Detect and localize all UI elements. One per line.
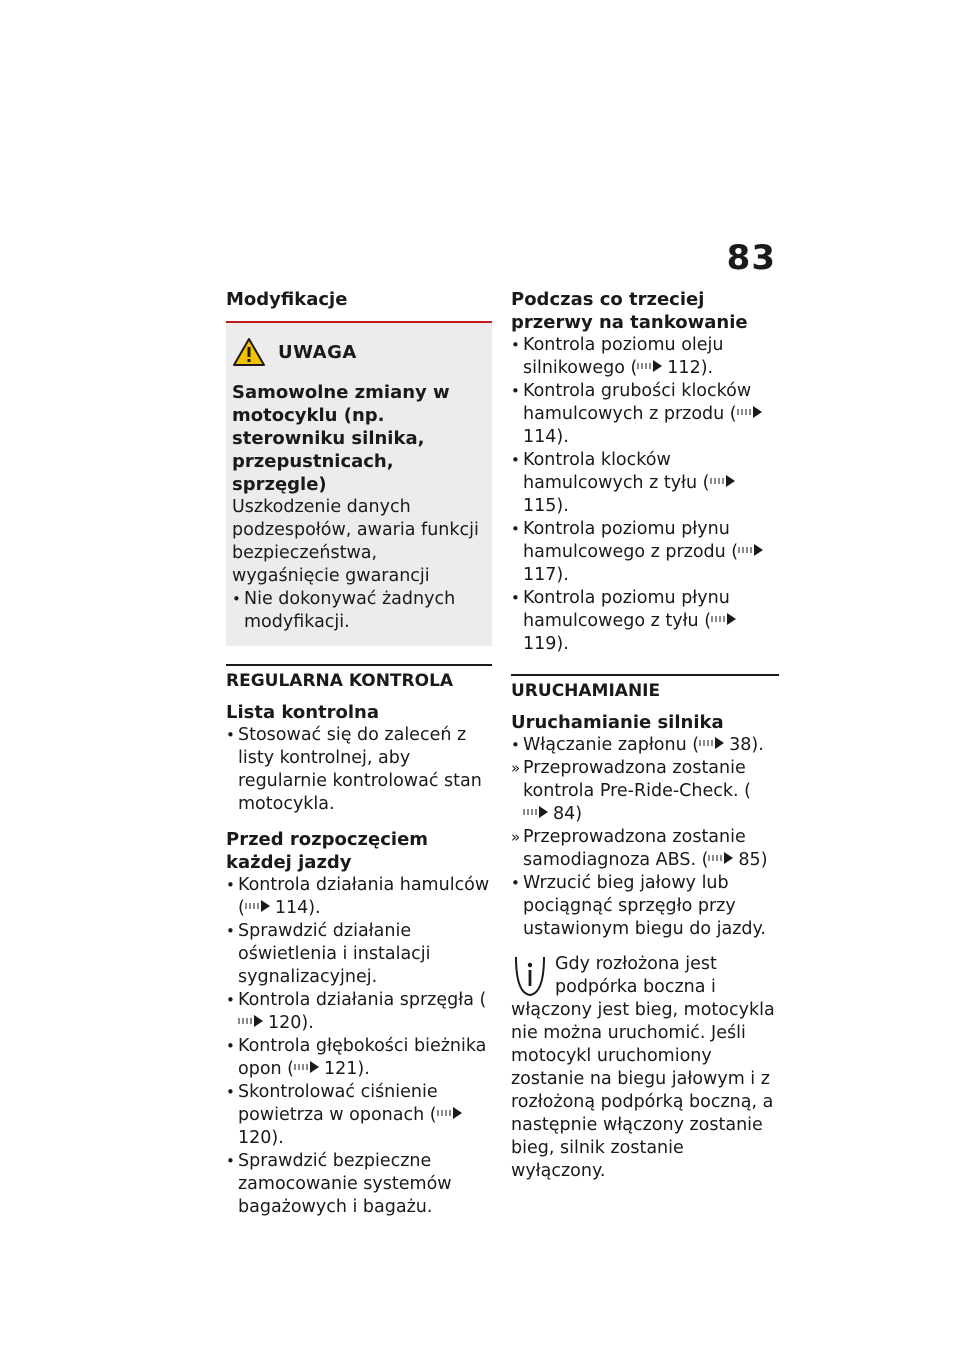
right-column bbox=[511, 288, 779, 1183]
page-reference-arrow-icon bbox=[523, 806, 549, 818]
warning-list bbox=[232, 588, 480, 634]
page-reference[interactable]: 121 bbox=[324, 1059, 358, 1079]
info-note bbox=[511, 953, 779, 1183]
before-ride-list bbox=[226, 874, 492, 1219]
list-item: • Sprawdzić działanie oświetlenia i instalacji sygnalizacyjnej. bbox=[226, 920, 492, 989]
warning-text: Uszkodzenie danych podzespołów, awaria funkcji bezpieczeństwa, wygaśnięcie gwarancji bbox=[232, 497, 479, 586]
modifications-heading: Modyfikacje bbox=[226, 289, 348, 310]
list-item: • Skontrolować ciśnienie powietrza w oponach (120). bbox=[226, 1081, 492, 1150]
list-item: • Sprawdzić bezpieczne zamocowanie systemów bagażowych i bagażu. bbox=[226, 1150, 492, 1219]
warning-header bbox=[232, 337, 480, 367]
page-reference[interactable]: 114 bbox=[523, 427, 557, 447]
page-reference-arrow-icon bbox=[737, 406, 763, 418]
page-reference[interactable]: 114 bbox=[274, 898, 309, 918]
info-note-text: Gdy rozłożona jest podpórka boczna i włączony jest bieg, motocykla nie można uruchomić. Jeśli motocykl uruchomiony zostanie na biegu jałowym i z rozłożoną podpórką boczną, a następnie włączony zostanie bieg, silnik zostanie wyłączony. bbox=[511, 954, 775, 1181]
page-reference-arrow-icon bbox=[710, 475, 736, 487]
warning-box bbox=[226, 321, 492, 646]
page-reference[interactable]: 119 bbox=[523, 634, 557, 654]
list-item: • Stosować się do zaleceń z listy kontrolnej, aby regularnie kontrolować stan motocykla. bbox=[226, 724, 492, 816]
list-item: • Kontrola poziomu płynu hamulcowego z tyłu (119). bbox=[511, 587, 779, 656]
left-column bbox=[226, 288, 492, 1219]
list-item: • Włączanie zapłonu ( 38). bbox=[511, 734, 779, 757]
list-item: • Kontrola poziomu oleju silnikowego ( 112). bbox=[511, 334, 779, 380]
refuel-heading: Podczas co trzeciej przerwy na tankowanie bbox=[511, 289, 748, 333]
list-item: • Kontrola działania hamulców ( 114). bbox=[226, 874, 492, 920]
regular-check-heading: REGULARNA KONTROLA bbox=[226, 664, 492, 693]
list-item: • Kontrola działania sprzęgła (120). bbox=[226, 989, 492, 1035]
page-reference[interactable]: 38 bbox=[729, 735, 752, 755]
page-reference-arrow-icon bbox=[245, 900, 271, 912]
checklist-heading: Lista kontrolna bbox=[226, 702, 380, 723]
before-ride-heading: Przed rozpoczęciem każdej jazdy bbox=[226, 829, 429, 873]
page-number: 83 bbox=[726, 238, 776, 278]
page-reference[interactable]: 115 bbox=[523, 496, 557, 516]
page-reference-arrow-icon bbox=[738, 544, 764, 556]
engine-start-list bbox=[511, 734, 779, 941]
startup-heading: URUCHAMIANIE bbox=[511, 674, 779, 703]
list-item: • Wrzucić bieg jałowy lub pociągnąć sprzęgło przy ustawionym biegu do jazdy. bbox=[511, 872, 779, 941]
list-item: » Przeprowadzona zostanie kontrola Pre-Ride-Check. (84) bbox=[511, 757, 779, 826]
list-item: • Kontrola głębokości bieżnika opon ( 121). bbox=[226, 1035, 492, 1081]
checklist-list bbox=[226, 724, 492, 816]
page-reference[interactable]: 112 bbox=[667, 358, 701, 378]
page-reference-arrow-icon bbox=[238, 1015, 264, 1027]
refuel-list bbox=[511, 334, 779, 656]
page-reference-arrow-icon bbox=[437, 1107, 463, 1119]
list-item: » Przeprowadzona zostanie samodiagnoza ABS. ( 85) bbox=[511, 826, 779, 872]
info-icon bbox=[511, 953, 549, 999]
page-reference-arrow-icon bbox=[708, 852, 734, 864]
warning-triangle-icon bbox=[232, 337, 266, 367]
page-reference-arrow-icon bbox=[699, 737, 725, 749]
engine-start-heading: Uruchamianie silnika bbox=[511, 712, 724, 733]
page-reference-arrow-icon bbox=[637, 360, 663, 372]
page-reference[interactable]: 85 bbox=[738, 850, 761, 870]
list-item: • Nie dokonywać żadnych modyfikacji. bbox=[232, 588, 480, 634]
page-reference[interactable]: 120 bbox=[238, 1128, 272, 1148]
list-item: • Kontrola klocków hamulcowych z tyłu (115). bbox=[511, 449, 779, 518]
page-reference[interactable]: 117 bbox=[523, 565, 557, 585]
list-item: • Kontrola poziomu płynu hamulcowego z przodu (117). bbox=[511, 518, 779, 587]
page-reference-arrow-icon bbox=[294, 1061, 320, 1073]
list-item: • Kontrola grubości klocków hamulcowych z przodu (114). bbox=[511, 380, 779, 449]
warning-label: UWAGA bbox=[278, 341, 357, 363]
page-reference-arrow-icon bbox=[711, 613, 737, 625]
page-reference[interactable]: 120 bbox=[268, 1013, 302, 1033]
page-reference[interactable]: 84 bbox=[553, 804, 576, 824]
warning-subheading: Samowolne zmiany w motocyklu (np. sterowniku silnika, przepustnicach, sprzęgle) bbox=[232, 382, 450, 495]
